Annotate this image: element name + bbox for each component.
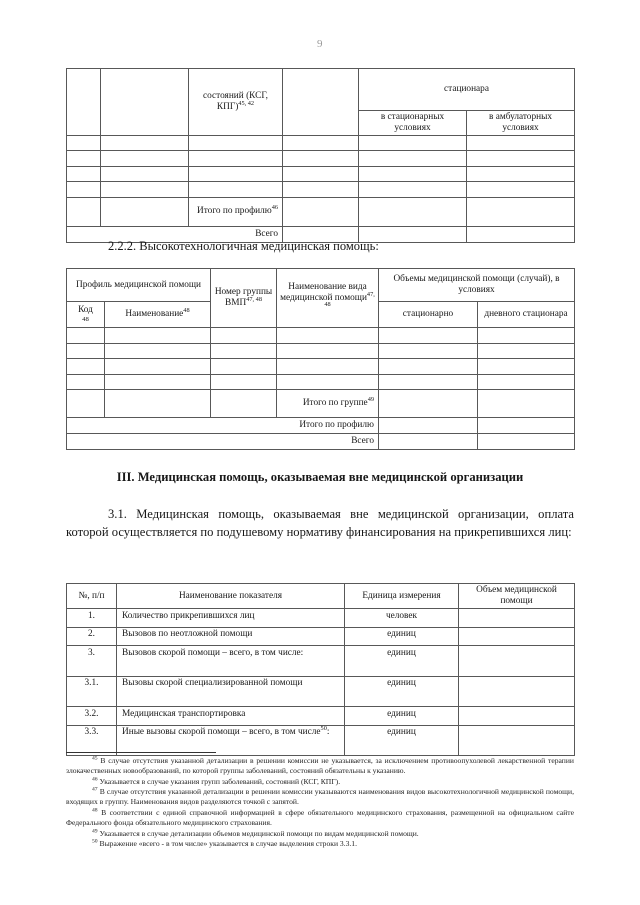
table-row[interactable] <box>67 374 575 390</box>
cell[interactable] <box>211 359 277 375</box>
page-number: 9 <box>317 38 323 50</box>
cell <box>67 197 101 226</box>
cell[interactable] <box>283 197 359 226</box>
cell[interactable] <box>101 166 189 182</box>
table-row[interactable] <box>67 343 575 359</box>
header-cell-indicator: Наименование показателя <box>117 584 345 609</box>
cell[interactable] <box>467 197 575 226</box>
cell[interactable] <box>283 135 359 151</box>
table-header-row <box>67 269 575 302</box>
cell[interactable] <box>211 374 277 390</box>
header-cell-number: №, п/п <box>67 584 117 609</box>
cell[interactable] <box>189 135 283 151</box>
cell[interactable] <box>359 197 467 226</box>
cell[interactable] <box>467 135 575 151</box>
cell[interactable] <box>478 374 575 390</box>
row-indicator: Количество прикрепившихся лиц <box>117 609 345 628</box>
cell[interactable] <box>189 166 283 182</box>
cell[interactable] <box>105 328 211 344</box>
cell[interactable] <box>478 434 575 450</box>
table-row[interactable] <box>67 725 575 756</box>
cell[interactable] <box>101 182 189 198</box>
table-row[interactable] <box>67 182 575 198</box>
header-cell-vmp-group-number: Номер группы ВМП$^{47, 48}$ <box>211 269 277 328</box>
footnote-ref-47-48-b: 47, 48 <box>324 290 375 309</box>
table-row[interactable] <box>67 359 575 375</box>
cell[interactable] <box>359 151 467 167</box>
footnote-list <box>66 756 574 849</box>
cell[interactable] <box>379 359 478 375</box>
cell[interactable] <box>359 182 467 198</box>
footnote-separator-rule <box>66 752 216 753</box>
table-row[interactable] <box>67 627 575 646</box>
table-high-tech-medical-care-wrapper <box>66 268 575 450</box>
header-cell-volume: Объем медицинской помощи <box>459 584 575 609</box>
row-indicator: Вызовов скорой помощи – всего, в том числе: <box>117 646 345 677</box>
section-title-iii: III. Медицинская помощь, оказываемая вне медицинской организации <box>116 470 524 484</box>
header-cell-empty-2 <box>101 69 189 136</box>
table-body <box>67 609 575 756</box>
footnote-45: $^{45}$ В случае отсутствия указанной детализации в решении комиссии не указывается, за исключением противоопухолевой лекарственной терапии злокачественных новообразований, по которой группы заболеваний, состояний обязательны к указанию. <box>66 755 574 776</box>
cell[interactable] <box>379 328 478 344</box>
cell[interactable] <box>359 166 467 182</box>
cell[interactable] <box>277 343 379 359</box>
footnote-number: 45 <box>92 755 98 762</box>
footnote-ref-48-name: 48 <box>183 307 190 315</box>
table-row[interactable] <box>67 328 575 344</box>
table-row-total-by-profile <box>67 418 575 434</box>
cell[interactable] <box>283 151 359 167</box>
row-volume[interactable] <box>459 609 575 628</box>
total-by-group-label: Итого по группе$^{49}$ <box>277 390 379 418</box>
cell[interactable] <box>478 390 575 418</box>
row-number: 1. <box>67 609 117 628</box>
cell[interactable] <box>101 135 189 151</box>
cell[interactable] <box>67 151 101 167</box>
cell[interactable] <box>467 151 575 167</box>
cell[interactable] <box>277 374 379 390</box>
table-row[interactable] <box>67 676 575 707</box>
cell[interactable] <box>67 374 105 390</box>
row-indicator: Вызовы скорой специализированной помощи <box>117 676 345 707</box>
table-header-row <box>67 584 575 609</box>
cell[interactable] <box>67 328 105 344</box>
header-cell-code: Код 48 <box>67 302 105 328</box>
row-volume[interactable] <box>459 646 575 677</box>
row-number: 2. <box>67 627 117 646</box>
cell[interactable] <box>189 151 283 167</box>
total-by-profile-label: Итого по профилю <box>67 418 379 434</box>
table-header-row <box>67 69 575 111</box>
table-row-total-by-group <box>67 390 575 418</box>
header-cell-care-type-name: Наименование вида медицинской помощи$^{47, 48}$ <box>277 269 379 328</box>
cell[interactable] <box>379 390 478 418</box>
header-cell-empty-1 <box>67 69 101 136</box>
footnote-number: 48 <box>92 807 98 814</box>
footnote-47: $^{47}$ В случае отсутствия указанной детализации в решении комиссии указываются наименования видов высокотехнологичной медицинской помощи, входящих в группу. Наименования видов разделяются точкой с запятой. <box>66 786 574 807</box>
row-volume[interactable] <box>459 676 575 707</box>
table-medical-care-continuation <box>66 68 575 243</box>
cell[interactable] <box>105 343 211 359</box>
subsection-heading-2-2-2: 2.2.2. Высокотехнологичная медицинская помощь: <box>108 239 379 253</box>
cell[interactable] <box>379 434 478 450</box>
cell[interactable] <box>379 374 478 390</box>
total-by-profile-label: Итого по профилю$^{46}$ <box>189 197 283 226</box>
table-row[interactable] <box>67 707 575 726</box>
cell[interactable] <box>478 343 575 359</box>
header-cell-profile-group: Профиль медицинской помощи <box>67 269 211 302</box>
footnote-46: $^{46}$ Указывается в случае указания групп заболеваний, состояний (КСГ, КПГ). <box>92 776 341 786</box>
header-cell-hospital-group: стационара <box>359 69 575 111</box>
row-number: 3.1. <box>67 676 117 707</box>
row-volume[interactable] <box>459 627 575 646</box>
table-medical-care-continuation-wrapper <box>66 68 575 243</box>
cell[interactable] <box>67 343 105 359</box>
table-row[interactable] <box>67 166 575 182</box>
header-cell-empty-3 <box>283 69 359 136</box>
header-cell-outpatient-conditions: в амбулаторных условиях <box>467 111 575 136</box>
header-cell-inpatient: стационарно <box>379 302 478 328</box>
footnote-ref-47-48: 47, 48 <box>246 295 262 303</box>
table-row[interactable] <box>67 151 575 167</box>
row-unit: единиц <box>345 725 459 756</box>
header-cell-unit: Единица измерения <box>345 584 459 609</box>
row-unit: единиц <box>345 707 459 726</box>
cell[interactable] <box>379 343 478 359</box>
table-care-outside-organization <box>66 583 575 756</box>
cell[interactable] <box>211 343 277 359</box>
cell[interactable] <box>467 166 575 182</box>
footnote-ref-48-code: 48 <box>82 316 89 324</box>
cell[interactable] <box>67 166 101 182</box>
header-cell-inpatient-conditions: в стационарных условиях <box>359 111 467 136</box>
cell[interactable] <box>101 151 189 167</box>
cell[interactable] <box>467 182 575 198</box>
cell[interactable] <box>67 182 101 198</box>
cell[interactable] <box>283 182 359 198</box>
footnote-number: 50 <box>92 838 98 845</box>
footnote-ref-50: 50 <box>320 724 327 732</box>
cell[interactable] <box>277 328 379 344</box>
cell <box>101 197 189 226</box>
header-cell-volumes-group: Объемы медицинской помощи (случай), в условиях <box>379 269 575 302</box>
row-unit: единиц <box>345 676 459 707</box>
table-row[interactable] <box>67 135 575 151</box>
row-unit: единиц <box>345 646 459 677</box>
cell[interactable] <box>189 182 283 198</box>
cell[interactable] <box>211 328 277 344</box>
cell[interactable] <box>105 359 211 375</box>
cell <box>105 390 211 418</box>
footnote-ref-46: 46 <box>271 204 278 212</box>
table-row[interactable] <box>67 609 575 628</box>
cell[interactable] <box>478 359 575 375</box>
footnote-number: 49 <box>92 828 98 835</box>
row-indicator: Медицинская транспортировка <box>117 707 345 726</box>
footnote-number: 47 <box>92 786 98 793</box>
footnote-ref-49: 49 <box>367 396 374 404</box>
header-cell-conditions: состояний (КСГ, КПГ)$^{45, 42}$ <box>189 69 283 136</box>
row-indicator: Вызовов по неотложной помощи <box>117 627 345 646</box>
paragraph-3-1: 3.1. Медицинская помощь, оказываемая вне медицинской организации, оплата которой осуществляется по подушевому нормативу финансирования на прикрепившихся лиц: <box>66 507 574 540</box>
table-row-grand-total <box>67 434 575 450</box>
row-volume[interactable] <box>459 707 575 726</box>
footnote-49: $^{49}$ Указывается в случае детализации объемов медицинской помощи по видам медицинской помощи. <box>92 828 419 838</box>
table-care-outside-organization-wrapper <box>66 583 575 756</box>
row-number: 3.2. <box>67 707 117 726</box>
grand-total-label: Всего <box>67 226 283 242</box>
footnote-50: $^{50}$ Выражение «всего - в том числе» указывается в случае выделения строки 3.3.1. <box>92 838 357 849</box>
row-unit: единиц <box>345 627 459 646</box>
table-row-total-by-profile <box>67 197 575 226</box>
cell <box>67 390 105 418</box>
footnote-number: 46 <box>92 776 98 783</box>
footnote-ref-45-42: 45, 42 <box>238 99 255 107</box>
table-row[interactable] <box>67 646 575 677</box>
header-cell-day-hospital: дневного стационара <box>478 302 575 328</box>
cell[interactable] <box>67 359 105 375</box>
footnote-48: $^{48}$ В соответствии с единой справочной информацией в сфере обязательного медицинского страхования, размещенной на официальном сайте Федерального фонда обязательного медицинского страхования. <box>66 807 574 828</box>
cell[interactable] <box>283 166 359 182</box>
cell[interactable] <box>478 418 575 434</box>
cell[interactable] <box>277 359 379 375</box>
cell[interactable] <box>105 374 211 390</box>
grand-total-label: Всего <box>67 434 379 450</box>
cell[interactable] <box>67 135 101 151</box>
row-indicator: Иные вызовы скорой помощи – всего, в том числе$^{50}$: <box>117 725 345 756</box>
table-high-tech-medical-care <box>66 268 575 450</box>
cell[interactable] <box>478 328 575 344</box>
row-number: 3.3. <box>67 725 117 756</box>
row-number: 3. <box>67 646 117 677</box>
footnotes-block <box>66 752 574 850</box>
cell[interactable] <box>379 418 478 434</box>
row-volume[interactable] <box>459 725 575 756</box>
cell <box>211 390 277 418</box>
cell[interactable] <box>359 135 467 151</box>
row-unit: человек <box>345 609 459 628</box>
header-cell-name: Наименование$^{48}$ <box>105 302 211 328</box>
